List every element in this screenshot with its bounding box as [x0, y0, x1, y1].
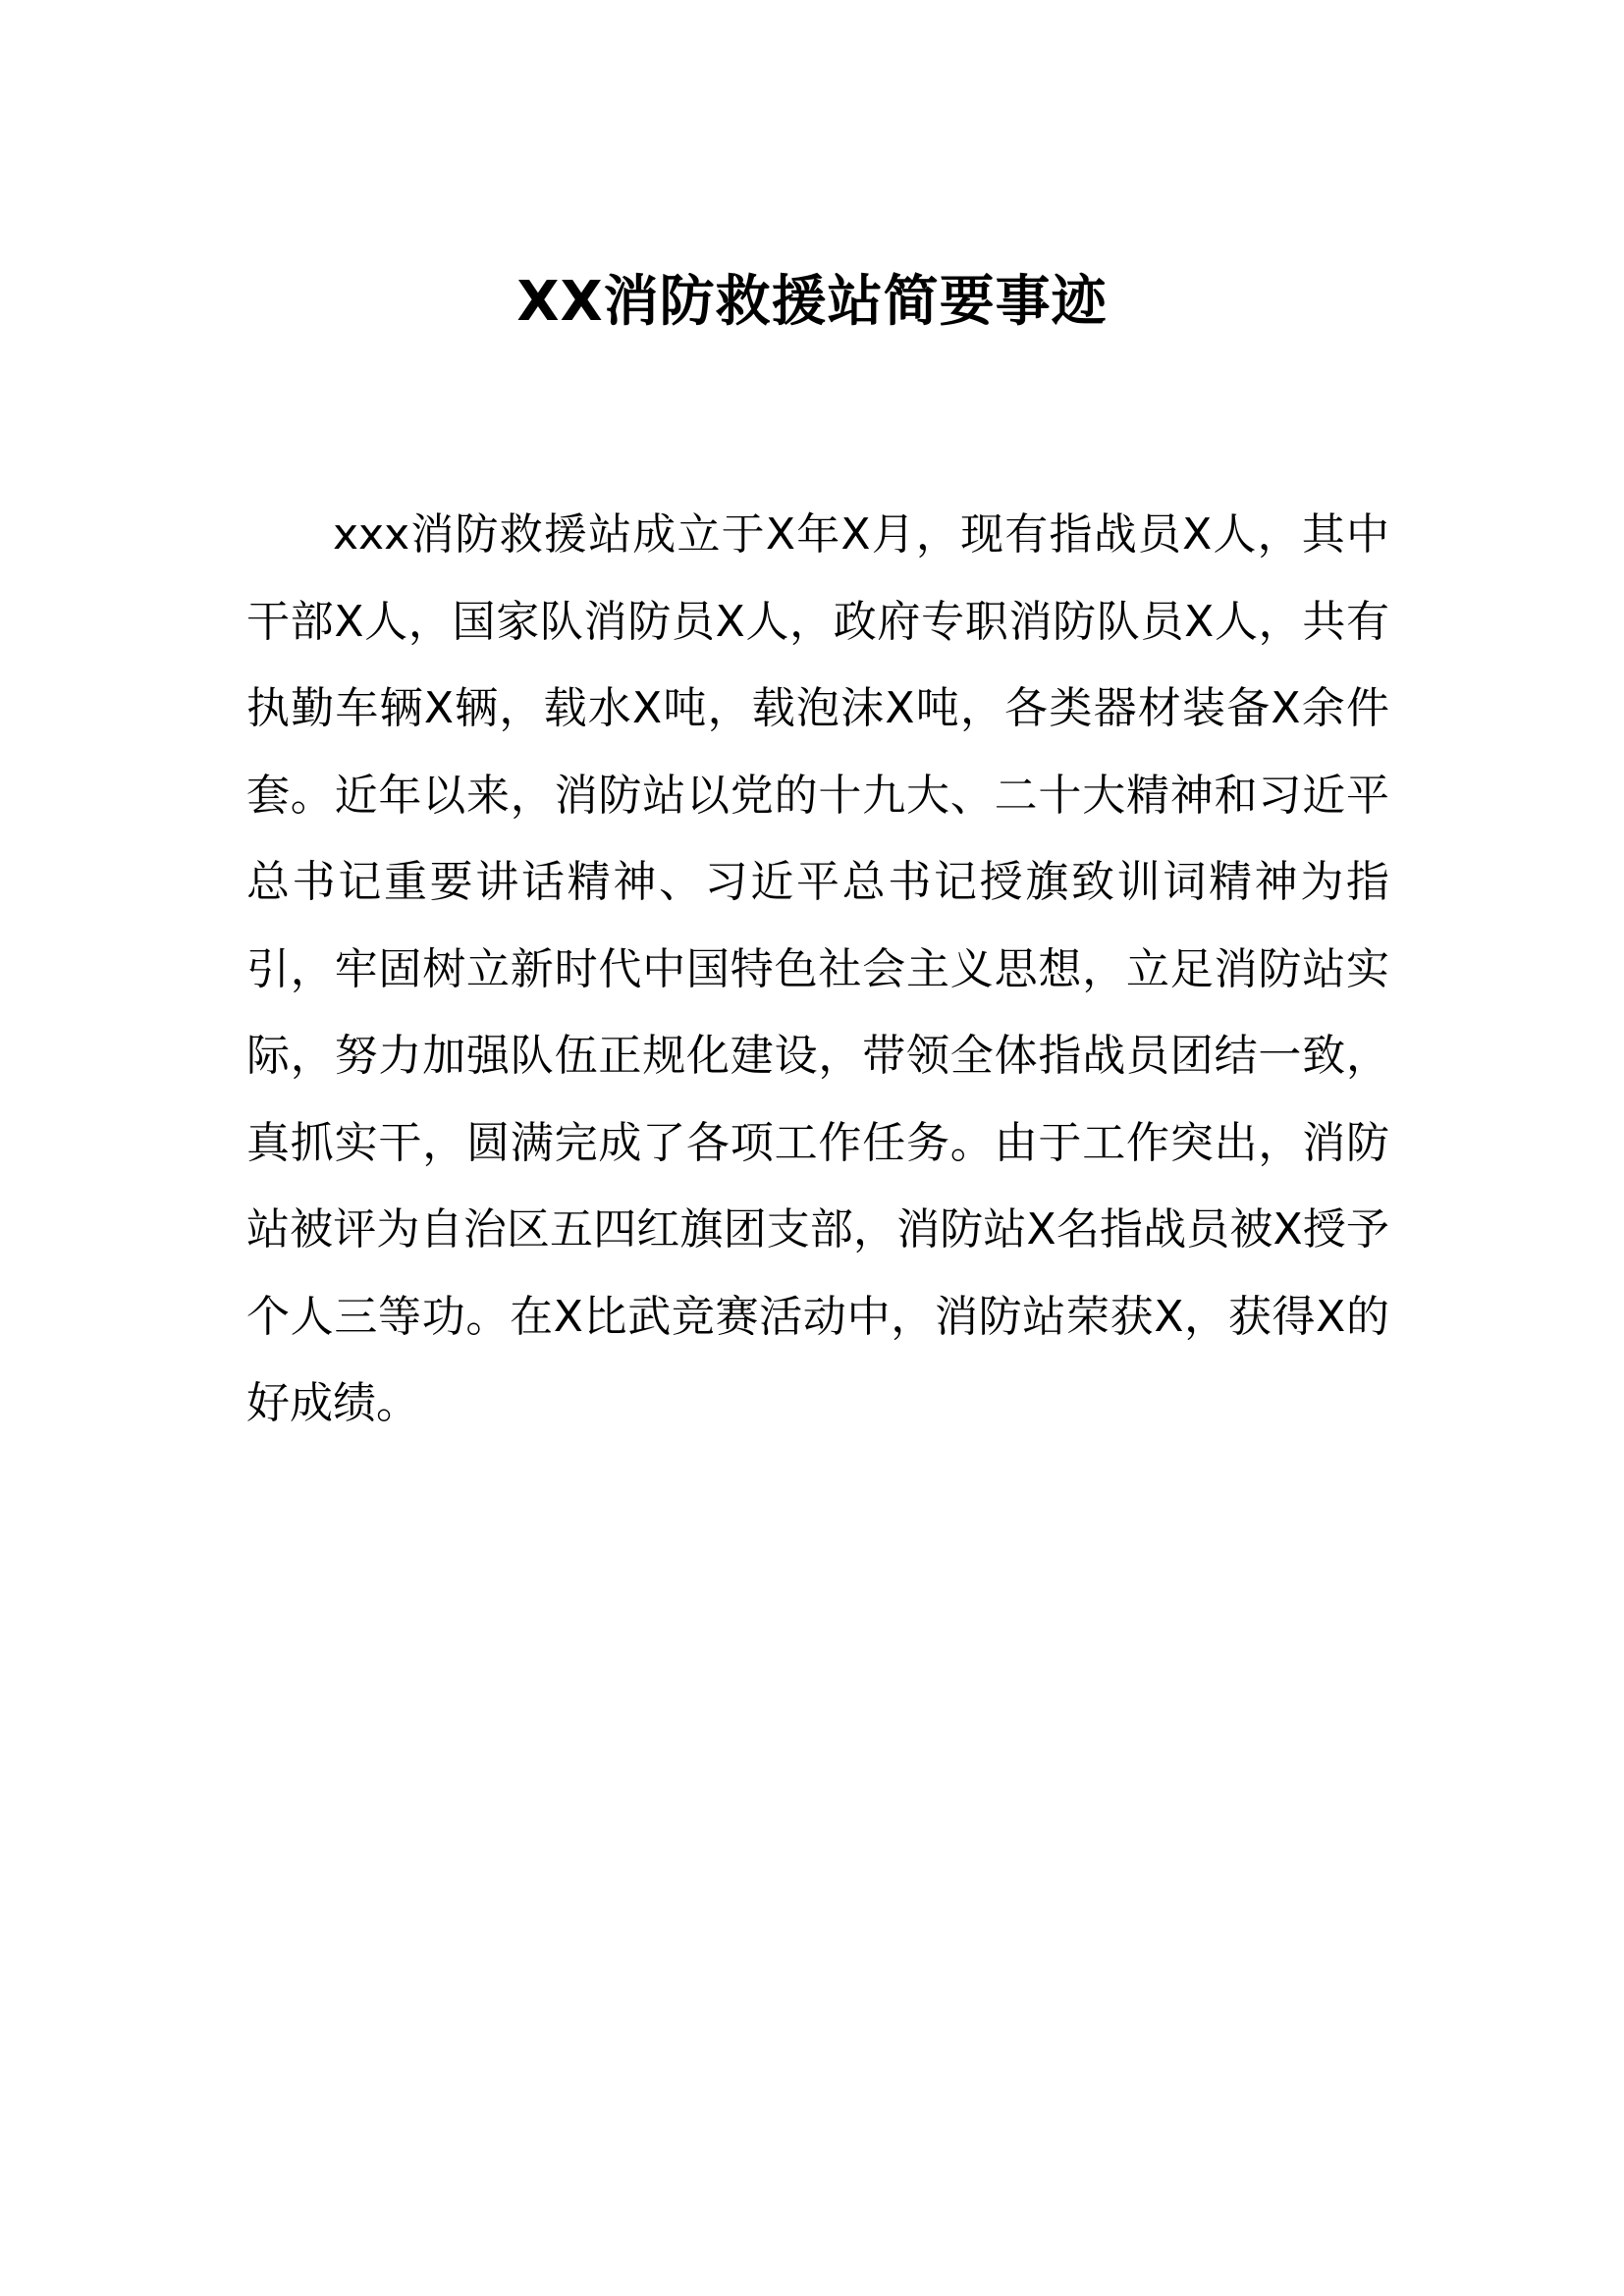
document-title: XX消防救援站简要事迹	[516, 270, 1108, 334]
body-paragraph: xxx消防救援站成立于X年X月，现有指战员X人，其中干部X人，国家队消防员X人，政府专职消防队员X人，共有执勤车辆X辆，载水X吨，载泡沫X吨，各类器材装备X余件套。近年以来，消防站以党的十九大、二十大精神和习近平总书记重要讲话精神、习近平总书记授旗致训词精神为指引，牢固树立新时代中国特色社会主义思想，立足消防站实际，努力加强队伍正规化建设，带领全体指战员团结一致，真抓实干，圆满完成了各项工作任务。由于工作突出，消防站被评为自治区五四红旗团支部，消防站X名指战员被X授予个人三等功。在X比武竞赛活动中，消防站荣获X，获得X的好成绩。	[246, 509, 1389, 1428]
